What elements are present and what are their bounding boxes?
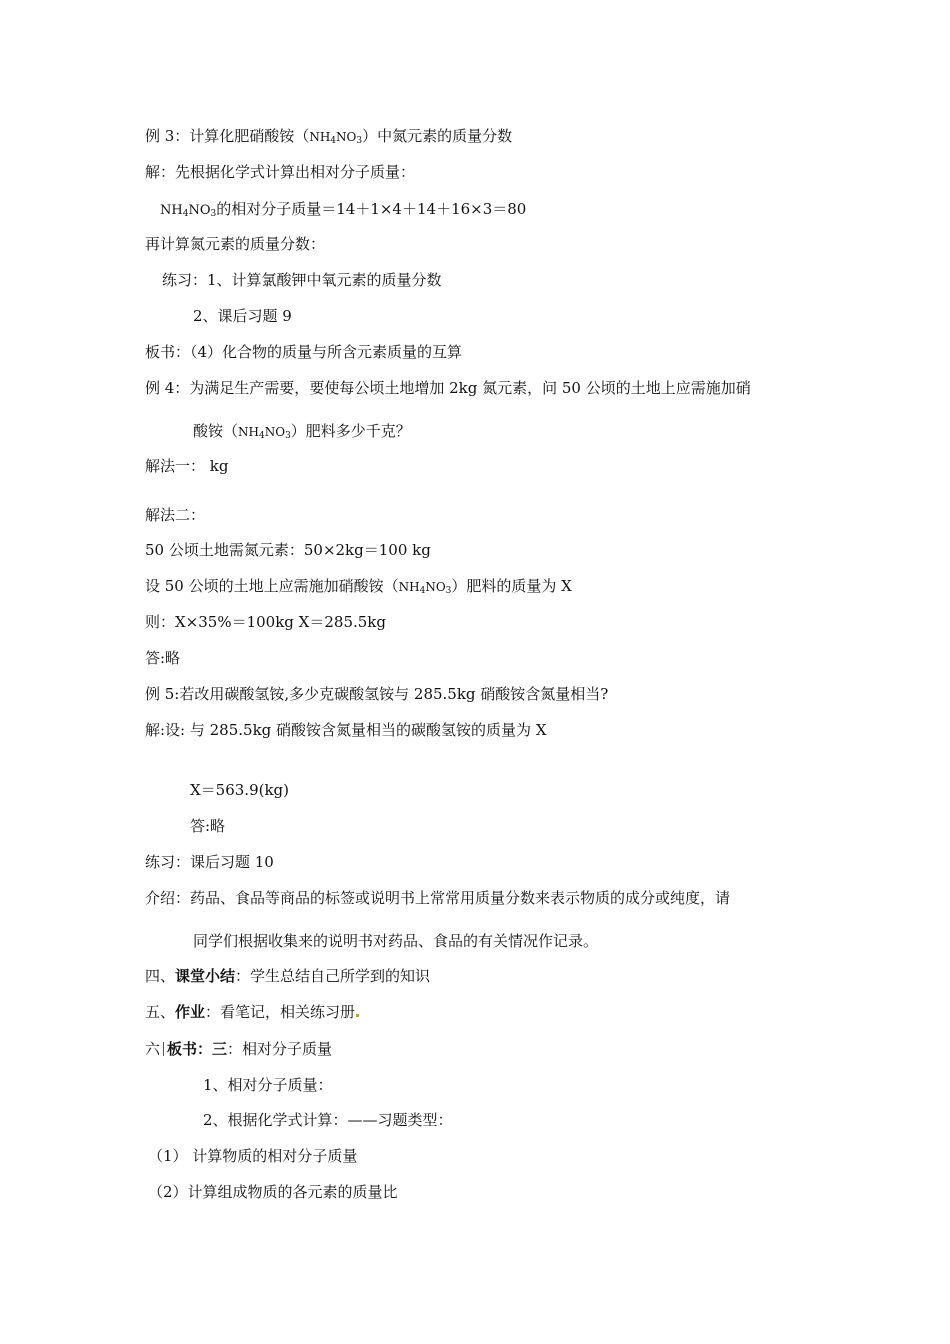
text: ：相对分子质量 (227, 1040, 333, 1058)
text: 的相对分子质量＝14＋1×4＋14＋16×3＝80 (216, 200, 527, 218)
homework-line (145, 1002, 359, 1022)
board-note-line: 板书：（4）化合物的质量与所含元素质量的互算 (145, 343, 463, 361)
text: NO (336, 130, 357, 144)
outline-subitem-1: （1） 计算物质的相对分子质量 (148, 1147, 358, 1165)
exercise-10-line: 练习：课后习题 10 (145, 853, 274, 871)
text: ：学生总结自己所学到的知识 (235, 967, 431, 985)
text: NH (309, 130, 331, 144)
example-5-line: 例 5:若改用碳酸氢铵,多少克碳酸氢铵与 285.5kg 硝酸铵含氮量相当? (145, 685, 609, 703)
example-4-line: 例 4：为满足生产需要，要使每公顷土地增加 2kg 氮元素，问 50 公顷的土地上应需施加硝 (145, 379, 751, 397)
equation-line: 则：X×35%＝100kg X＝285.5kg (145, 613, 386, 631)
nitrogen-fraction-line: 再计算氮元素的质量分数： (145, 235, 326, 253)
subscript: 3 (285, 431, 291, 441)
summary-line (145, 966, 430, 986)
introduction-line: 介绍：药品、食品等商品的标签或说明书上常常用质量分数来表示物质的成分或纯度，请 (145, 889, 731, 907)
answer-line-2: 答:略 (190, 817, 226, 835)
board-outline-line (145, 1039, 332, 1059)
text: NH (238, 425, 259, 439)
text: ：看笔记，相关练习册 (205, 1003, 356, 1021)
introduction-continued-line: 同学们根据收集来的说明书对药品、食品的有关情况作记录。 (193, 932, 599, 950)
subscript: 4 (258, 431, 265, 441)
answer-line: 答:略 (145, 649, 181, 667)
text: 设 50 公顷的土地上应需施加硝酸铵（ (145, 577, 399, 595)
homework-heading: 作业 (175, 1003, 206, 1021)
formula-nh4no3 (399, 580, 452, 594)
result-line: X＝563.9(kg) (190, 781, 290, 799)
formula-nh4no3 (238, 425, 291, 439)
marker-dot (356, 1014, 359, 1017)
solution-line: 解：先根据化学式计算出相对分子质量： (145, 163, 416, 181)
example-5-solution-line: 解:设: 与 285.5kg 硝酸铵含氮量相当的碳酸氢铵的质量为 X (145, 721, 547, 739)
text: 酸铵（ (193, 422, 239, 440)
text: NO (264, 425, 286, 439)
outline-subitem-2: （2）计算组成物质的各元素的质量比 (148, 1183, 398, 1201)
nitrogen-required-line: 50 公顷土地需氮元素：50×2kg＝100 kg (145, 541, 431, 559)
text-cursor (163, 1042, 164, 1056)
text: ）中氮元素的质量分数 (362, 127, 513, 145)
subscript: 4 (419, 586, 426, 596)
text: NH (398, 580, 420, 594)
text: 四、 (145, 967, 176, 985)
text: 例 3：计算化肥硝酸铵（ (145, 127, 310, 145)
summary-heading: 课堂小结 (175, 967, 236, 985)
outline-item-1: 1、相对分子质量： (203, 1076, 333, 1094)
outline-item-2: 2、根据化学式计算：——习题类型： (203, 1111, 453, 1129)
subscript: 4 (330, 136, 337, 146)
assume-line (145, 576, 572, 597)
formula-nh4no3 (309, 130, 362, 144)
board-section-number: ：三 (197, 1040, 228, 1058)
example-3-line (145, 126, 512, 147)
subscript: 3 (445, 586, 452, 596)
board-heading: 板书 (167, 1040, 198, 1058)
text: ）肥料的质量为 X (451, 577, 572, 595)
text: NH (160, 203, 183, 218)
subscript: 4 (182, 209, 189, 219)
exercise-1-line: 练习：1、计算氯酸钾中氧元素的质量分数 (162, 271, 442, 289)
text: 五、 (145, 1003, 176, 1021)
text: 六 (145, 1040, 161, 1058)
subscript: 3 (210, 209, 217, 219)
method-1-line: 解法一： kg (145, 457, 229, 475)
example-4-continued-line (193, 421, 411, 442)
subscript: 3 (356, 136, 363, 146)
exercise-2-line: 2、课后习题 9 (193, 307, 292, 325)
text: NO (188, 203, 211, 218)
molar-mass-line (160, 199, 526, 221)
formula-nh4no3 (160, 203, 216, 218)
text: ）肥料多少千克？ (290, 422, 411, 440)
method-2-line: 解法二： (145, 506, 206, 524)
text: NO (425, 580, 446, 594)
